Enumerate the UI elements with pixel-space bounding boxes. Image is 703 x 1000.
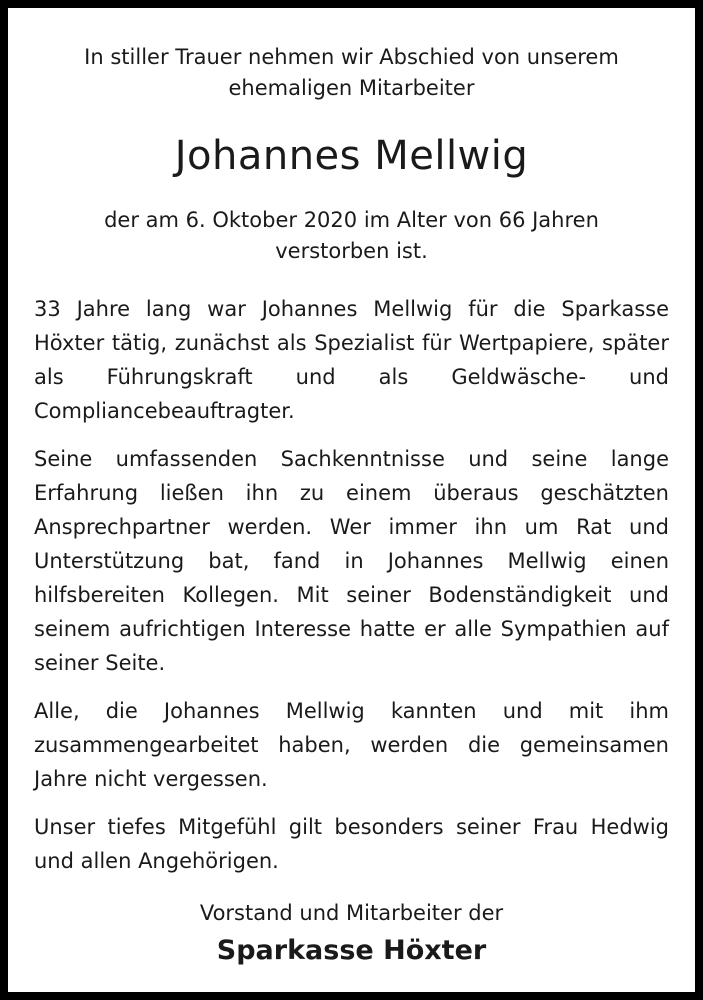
deceased-name: Johannes Mellwig [174, 133, 529, 179]
intro-line-1: In stiller Trauer nehmen wir Abschied von unserem [84, 45, 619, 69]
obituary-body [34, 292, 669, 892]
paragraph-remembrance: Alle, die Johannes Mellwig kannten und mit ihm zusammengearbeitet haben, werden die gemeinsamen Jahre nicht vergessen. [34, 699, 669, 791]
signature-line: Vorstand und Mitarbeiter der [199, 901, 504, 925]
paragraph-condolence: Unser tiefes Mitgefühl gilt besonders seiner Frau Hedwig und allen Angehörigen. [34, 815, 669, 873]
death-line-1: der am 6. Oktober 2020 im Alter von 66 Jahren [104, 208, 599, 232]
paragraph-career: 33 Jahre lang war Johannes Mellwig für die Sparkasse Höxter tätig, zunächst als Spezialist für Wertpapiere, später als Führungskraft und als Geldwäsche- und Compliancebeauftragter. [34, 297, 669, 423]
signature-organization: Sparkasse Höxter [216, 935, 487, 966]
obituary-notice [8, 8, 695, 992]
death-date-text [8, 205, 695, 267]
paragraph-character: Seine umfassenden Sachkenntnisse und seine lange Erfahrung ließen ihn zu einem überaus geschätzten Ansprechpartner werden. Wer immer ihn um Rat und Unterstützung bat, fand in Johannes Mellwig einen hilfsbereiten Kollegen. Mit seiner Bodenständigkeit und seinem aufrichtigen Interesse hatte er alle Sympathien auf seiner Seite. [34, 447, 669, 675]
intro-text [8, 42, 695, 104]
intro-line-2: ehemaligen Mitarbeiter [228, 76, 475, 100]
death-line-2: verstorben ist. [275, 239, 428, 263]
signature-block [8, 898, 695, 974]
